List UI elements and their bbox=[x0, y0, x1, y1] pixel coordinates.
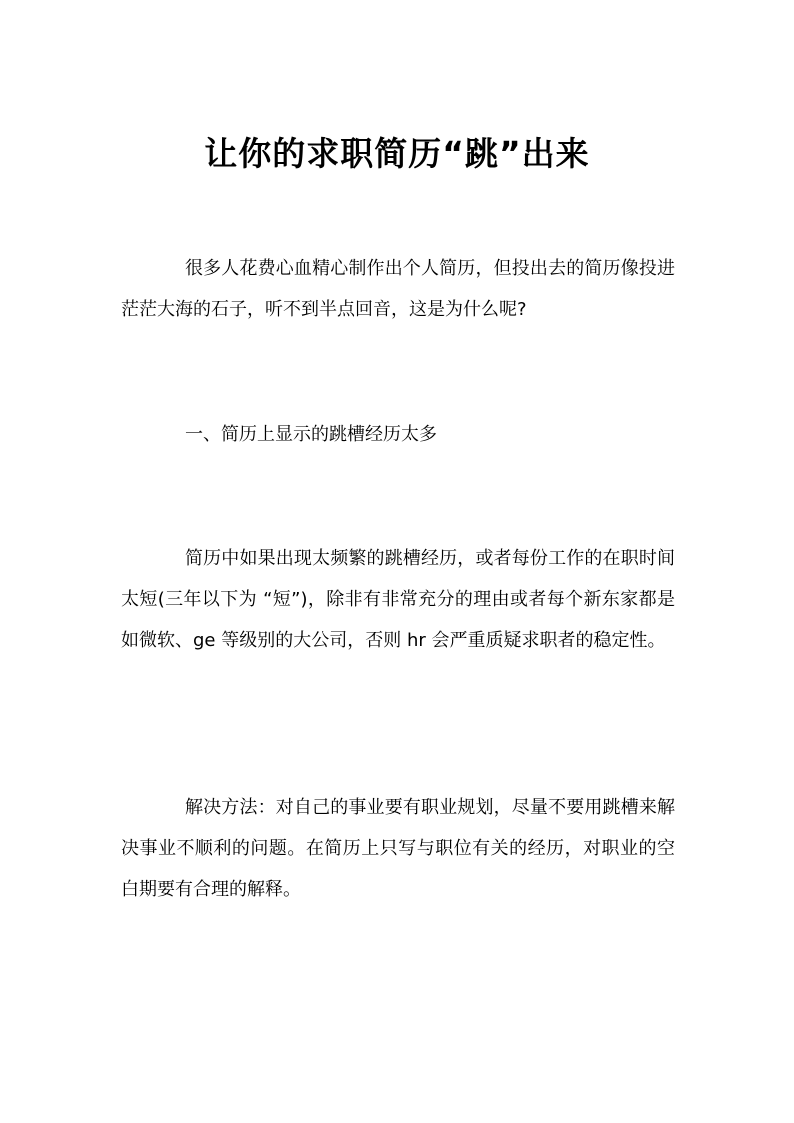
body-paragraph: 简历中如果出现太频繁的跳槽经历，或者每份工作的在职时间太短(三年以下为 “短”)，除非有非常充分的理由或者每个新东家都是如微软、ge 等级别的大公司，否则 hr 会严重质疑求职者的稳定性。 bbox=[121, 548, 675, 651]
document-title: 让你的求职简历“跳”出来 bbox=[204, 134, 590, 173]
intro-paragraph: 很多人花费心血精心制作出个人简历，但投出去的简历像投进茫茫大海的石子，听不到半点回音，这是为什么呢? bbox=[121, 258, 675, 320]
solution-paragraph: 解决方法：对自己的事业要有职业规划，尽量不要用跳槽来解决事业不顺利的问题。在简历上只写与职位有关的经历，对职业的空白期要有合理的解释。 bbox=[121, 797, 675, 900]
section-heading: 一、简历上显示的跳槽经历太多 bbox=[185, 424, 437, 445]
